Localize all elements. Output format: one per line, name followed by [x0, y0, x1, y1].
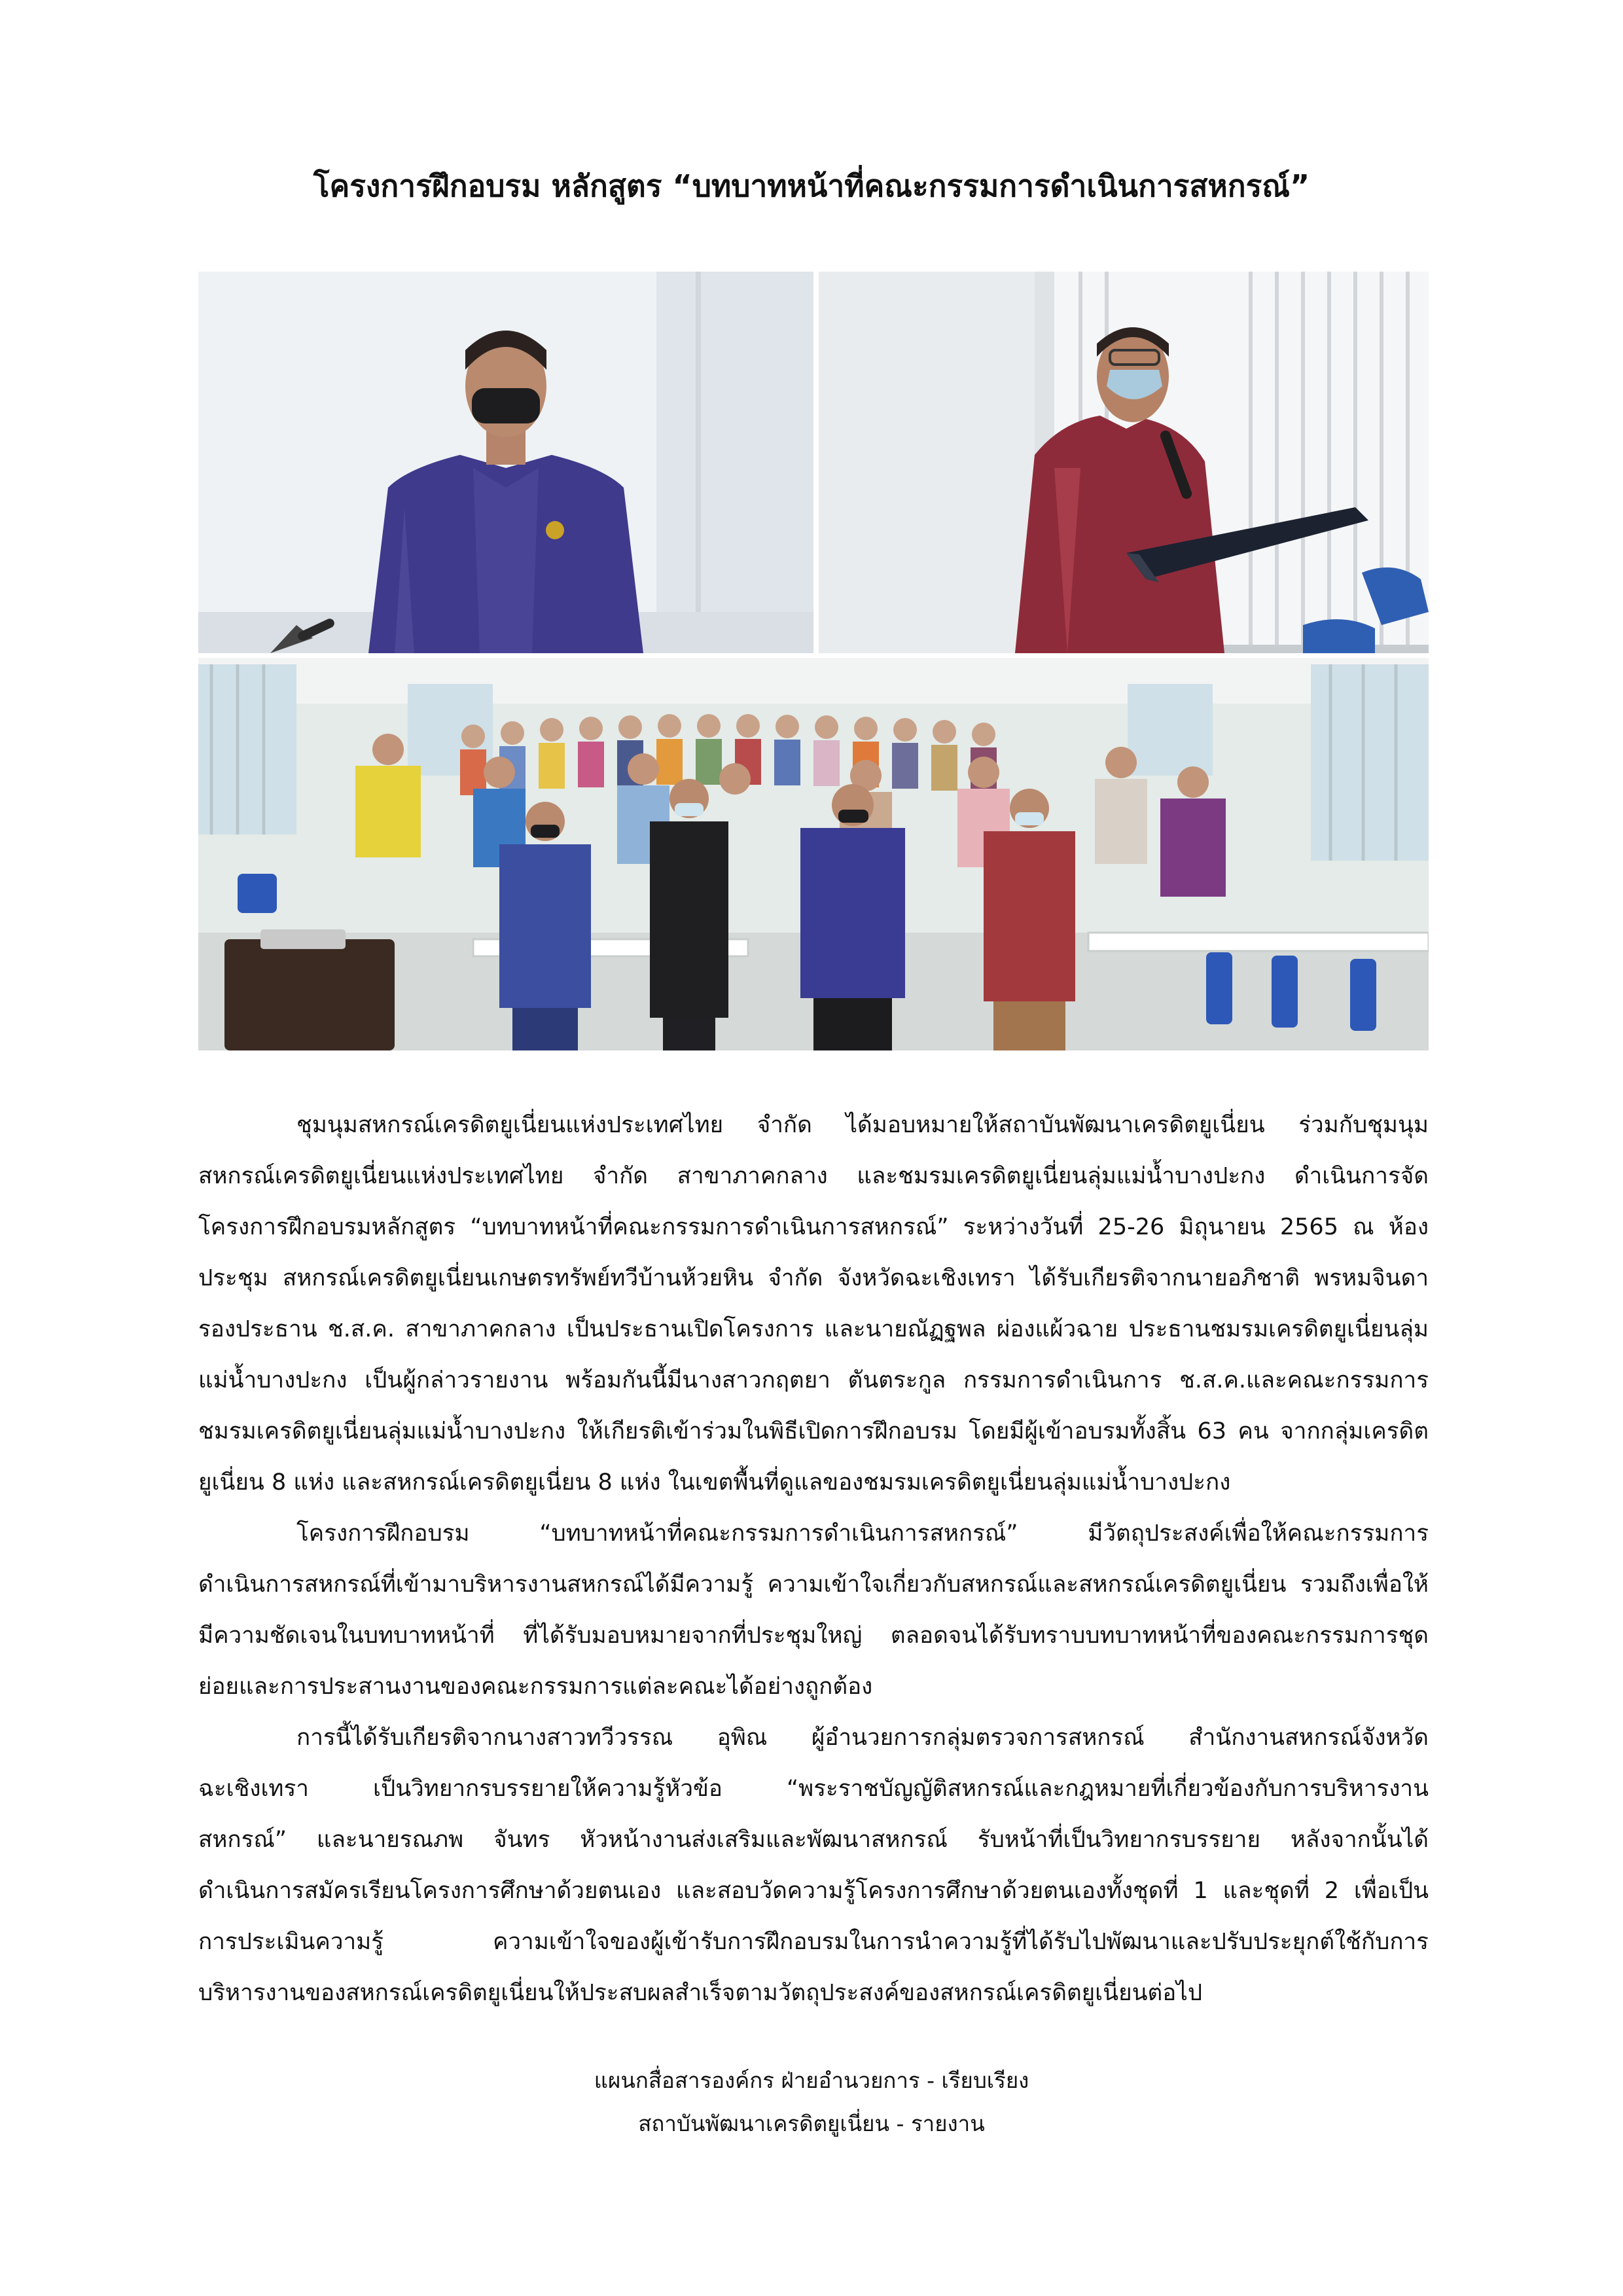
photo-group-participants	[198, 658, 1429, 1050]
paragraph-line: ชมรมเครดิตยูเนี่ยนลุ่มแม่น้ำบางปะกง ให้เกียรติเข้าร่วมในพิธีเปิดการฝึกอบรม โดยมีผู้เข้าอบรมทั้งสิ้น 63 คน จากกลุ่มเครดิต	[198, 1418, 1429, 1444]
paragraph-line: ดำเนินการสมัครเรียนโครงการศึกษาด้วยตนเอง และสอบวัดความรู้โครงการศึกษาด้วยตนเองทั้งชุดที่ 1 และชุดที่ 2 เพื่อเป็น	[198, 1878, 1429, 1904]
paragraph-line: ย่อยและการประสานงานของคณะกรรมการแต่ละคณะได้อย่างถูกต้อง	[198, 1674, 873, 1700]
page-title: โครงการฝึกอบรม หลักสูตร “บทบาทหน้าที่คณะกรรมการดำเนินการสหกรณ์”	[313, 168, 1310, 204]
paragraph-line: สหกรณ์เครดิตยูเนี่ยนแห่งประเทศไทย จำกัด สาขาภาคกลาง และชมรมเครดิตยูเนี่ยนลุ่มแม่น้ำบางปะกง ดำเนินการจัด	[198, 1163, 1429, 1189]
paragraph-line: แม่น้ำบางปะกง เป็นผู้กล่าวรายงาน พร้อมกันนี้มีนางสาวกฤตยา ตันตระกูล กรรมการดำเนินการ ช.ส.ค.และคณะกรรมการ	[198, 1367, 1429, 1393]
paragraph-1	[198, 1100, 1429, 1508]
credits-footer	[0, 2059, 1623, 2145]
paragraph-line: ชุมนุมสหกรณ์เครดิตยูเนี่ยนแห่งประเทศไทย จำกัด ได้มอบหมายให้สถาบันพัฒนาเครดิตยูเนี่ยน ร่วมกับชุมนุม	[296, 1112, 1429, 1138]
paragraph-line: มีความชัดเจนในบทบาทหน้าที่ ที่ได้รับมอบหมายจากที่ประชุมใหญ่ ตลอดจนได้รับทราบบทบาทหน้าที่ของคณะกรรมการชุด	[198, 1623, 1429, 1649]
credit-compiled-by: แผนกสื่อสารองค์กร ฝ่ายอำนวยการ - เรียบเรียง	[594, 2068, 1029, 2093]
paragraph-line: โครงการฝึกอบรมหลักสูตร “บทบาทหน้าที่คณะกรรมการดำเนินการสหกรณ์” ระหว่างวันที่ 25-26 มิถุนายน 2565 ณ ห้อง	[198, 1214, 1429, 1240]
paragraph-line: ฉะเชิงเทรา เป็นวิทยากรบรรยายให้ความรู้หัวข้อ “พระราชบัญญัติสหกรณ์และกฎหมายที่เกี่ยวข้องกับการบริหารงาน	[198, 1776, 1429, 1802]
paragraph-2	[198, 1508, 1429, 1712]
paragraph-line: ดำเนินการสหกรณ์ที่เข้ามาบริหารงานสหกรณ์ได้มีความรู้ ความเข้าใจเกี่ยวกับสหกรณ์และสหกรณ์เครดิตยูเนี่ยน รวมถึงเพื่อให้	[198, 1571, 1429, 1598]
paragraph-3	[198, 1712, 1429, 2018]
paragraph-line: ประชุม สหกรณ์เครดิตยูเนี่ยนเกษตรทรัพย์ทวีบ้านห้วยหิน จำกัด จังหวัดฉะเชิงเทรา ได้รับเกียรติจากนายอภิชาติ พรหมจินดา	[198, 1265, 1429, 1291]
photo-speaker-standing	[198, 272, 813, 653]
paragraph-line: การประเมินความรู้ ความเข้าใจของผู้เข้ารับการฝึกอบรมในการนำความรู้ที่ได้รับไปพัฒนาและปรับประยุกต์ใช้กับการ	[198, 1929, 1429, 1955]
paragraph-line: สหกรณ์” และนายรณภพ จันทร หัวหน้างานส่งเสริมและพัฒนาสหกรณ์ รับหน้าที่เป็นวิทยากรบรรยาย หลังจากนั้นได้	[198, 1827, 1429, 1853]
paragraph-line: บริหารงานของสหกรณ์เครดิตยูเนี่ยนให้ประสบผลสำเร็จตามวัตถุประสงค์ของสหกรณ์เครดิตยูเนี่ยนต่อไป	[198, 1980, 1203, 2006]
paragraph-line: รองประธาน ช.ส.ค. สาขาภาคกลาง เป็นประธานเปิดโครงการ และนายณัฏฐพล ผ่องแผ้วฉาย ประธานชมรมเครดิตยูเนี่ยนลุ่ม	[198, 1316, 1429, 1342]
credit-reported-by: สถาบันพัฒนาเครดิตยูเนี่ยน - รายงาน	[638, 2111, 985, 2136]
article-body	[198, 1100, 1429, 2018]
paragraph-line: การนี้ได้รับเกียรติจากนางสาวทวีวรรณ อุพิณ ผู้อำนวยการกลุ่มตรวจการสหกรณ์ สำนักงานสหกรณ์จังหวัด	[296, 1725, 1429, 1751]
photo-collage	[198, 272, 1429, 1050]
paragraph-line: โครงการฝึกอบรม “บทบาทหน้าที่คณะกรรมการดำเนินการสหกรณ์” มีวัตถุประสงค์เพื่อให้คณะกรรมการ	[296, 1520, 1429, 1547]
paragraph-line: ยูเนี่ยน 8 แห่ง และสหกรณ์เครดิตยูเนี่ยน 8 แห่ง ในเขตพื้นที่ดูแลของชมรมเครดิตยูเนี่ยนลุ่มแม่น้ำบางปะกง	[198, 1469, 1231, 1496]
photo-report-speaker	[819, 272, 1429, 653]
